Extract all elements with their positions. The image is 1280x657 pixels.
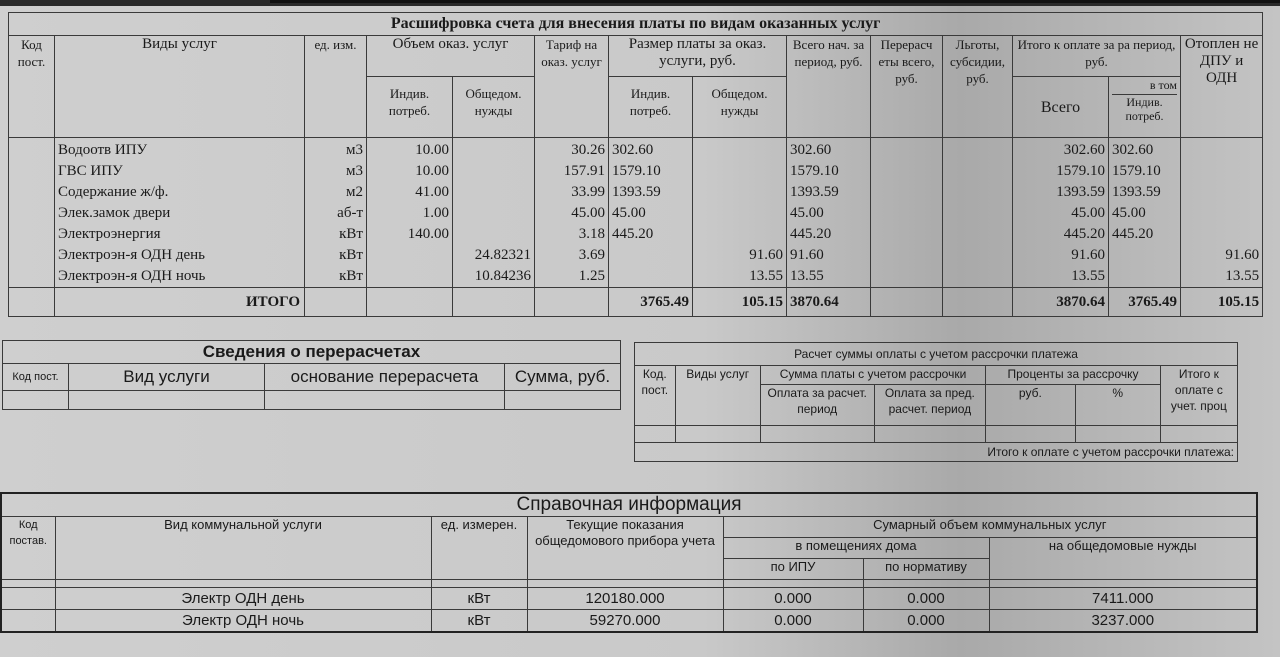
hdr-pay-ind: Индив. потреб. — [609, 77, 693, 138]
cell-service: Электроэнергия — [55, 224, 305, 245]
cell-benefits — [943, 245, 1013, 266]
ref-cell-current: 59270.000 — [527, 610, 723, 633]
cell-to-pay-ind: 1393.59 — [1109, 182, 1181, 203]
recalculation-table — [2, 340, 621, 410]
cell-total: 302.60 — [787, 138, 871, 162]
cell-to-pay: 1579.10 — [1013, 161, 1109, 182]
service-row — [9, 266, 1263, 288]
cell-to-pay-ind — [1109, 266, 1181, 288]
cell-recalc — [871, 266, 943, 288]
hdr-recalc: Перерасч еты всего, руб. — [871, 36, 943, 138]
recalc-cell — [265, 391, 505, 410]
ref-cell-service: Электр ОДН день — [55, 588, 431, 610]
inst-hdr-service: Виды услуг — [675, 366, 760, 426]
cell-recalc — [871, 245, 943, 266]
cell-benefits — [943, 224, 1013, 245]
cell-to-pay: 13.55 — [1013, 266, 1109, 288]
cell-tariff: 157.91 — [535, 161, 609, 182]
cell-code — [9, 266, 55, 288]
inst-cell — [635, 426, 676, 443]
cell-vol-ind — [367, 245, 453, 266]
cell-service: Водоотв ИПУ — [55, 138, 305, 162]
service-row — [9, 224, 1263, 245]
inst-hdr-pct: % — [1075, 385, 1160, 426]
ref-cell-ipu: 0.000 — [723, 610, 863, 633]
cell-to-pay-ind — [1109, 245, 1181, 266]
total-to-pay-ind: 3765.49 — [1109, 288, 1181, 317]
total-benefits — [943, 288, 1013, 317]
total-code — [9, 288, 55, 317]
ref-cell-norm: 0.000 — [863, 610, 989, 633]
cell-unit: м3 — [305, 161, 367, 182]
ref-hdr-current: Текущие показания общедомового прибора учета — [527, 517, 723, 580]
ref-spacer — [431, 580, 527, 588]
ref-hdr-ipu: по ИПУ — [723, 559, 863, 580]
service-row — [9, 245, 1263, 266]
cell-total: 45.00 — [787, 203, 871, 224]
recalc-cell — [69, 391, 265, 410]
cell-pay-ind — [609, 245, 693, 266]
cell-pay-ind: 45.00 — [609, 203, 693, 224]
cell-pay-ind: 302.60 — [609, 138, 693, 162]
cell-unit: м2 — [305, 182, 367, 203]
cell-pay-ind — [609, 266, 693, 288]
total-label: ИТОГО — [55, 288, 305, 317]
cell-service: Электроэн-я ОДН день — [55, 245, 305, 266]
cell-pay-ind: 1393.59 — [609, 182, 693, 203]
total-tariff — [535, 288, 609, 317]
hdr-total-accrued: Всего нач. за период, руб. — [787, 36, 871, 138]
cell-pay-common — [693, 182, 787, 203]
cell-total: 1393.59 — [787, 182, 871, 203]
inst-footer: Итого к оплате с учетом рассрочки платежа: — [635, 443, 1238, 462]
recalc-hdr-sum: Сумма, руб. — [505, 364, 621, 391]
cell-to-pay-ind: 445.20 — [1109, 224, 1181, 245]
cell-benefits — [943, 182, 1013, 203]
cell-heating — [1181, 138, 1263, 162]
cell-benefits — [943, 161, 1013, 182]
cell-to-pay-ind: 302.60 — [1109, 138, 1181, 162]
cell-code — [9, 182, 55, 203]
cell-pay-common — [693, 161, 787, 182]
cell-total: 13.55 — [787, 266, 871, 288]
ref-cell-norm: 0.000 — [863, 588, 989, 610]
cell-code — [9, 161, 55, 182]
cell-total: 445.20 — [787, 224, 871, 245]
ref-cell-ipu: 0.000 — [723, 588, 863, 610]
inst-hdr-total: Итого к оплате с учет. проц — [1160, 366, 1237, 426]
total-accrued: 3870.64 — [787, 288, 871, 317]
cell-service: Электроэн-я ОДН ночь — [55, 266, 305, 288]
cell-heating — [1181, 182, 1263, 203]
total-to-pay: 3870.64 — [1013, 288, 1109, 317]
total-unit — [305, 288, 367, 317]
cell-service: Содержание ж/ф. — [55, 182, 305, 203]
ref-row — [1, 588, 1257, 610]
inst-cell — [675, 426, 760, 443]
cell-to-pay: 1393.59 — [1013, 182, 1109, 203]
recalc-cell — [3, 391, 69, 410]
hdr-to-pay-total: Всего — [1013, 77, 1109, 138]
cell-heating — [1181, 203, 1263, 224]
cell-unit: кВт — [305, 224, 367, 245]
hdr-unit: ед. изм. — [305, 36, 367, 138]
recalc-hdr-code: Код пост. — [3, 364, 69, 391]
ref-cell-code — [1, 610, 55, 633]
cell-tariff: 3.69 — [535, 245, 609, 266]
inst-cell — [1075, 426, 1160, 443]
total-pay-ind: 3765.49 — [609, 288, 693, 317]
inst-hdr-sum: Сумма платы с учетом рассрочки — [760, 366, 985, 385]
ref-hdr-norm: по нормативу — [863, 559, 989, 580]
hdr-code: Код пост. — [9, 36, 55, 138]
main-rows — [9, 138, 1263, 288]
inst-hdr-period: Оплата за расчет. период — [760, 385, 874, 426]
cell-pay-common — [693, 138, 787, 162]
inst-cell — [1160, 426, 1237, 443]
cell-heating — [1181, 224, 1263, 245]
ref-hdr-volume: Сумарный объем коммунальных услуг — [723, 517, 1257, 538]
ref-spacer — [1, 580, 55, 588]
ref-cell-service: Электр ОДН ночь — [55, 610, 431, 633]
cell-pay-ind: 445.20 — [609, 224, 693, 245]
cell-heating: 13.55 — [1181, 266, 1263, 288]
installment-table — [634, 342, 1238, 462]
inst-cell — [760, 426, 874, 443]
cell-code — [9, 224, 55, 245]
ref-spacer — [723, 580, 863, 588]
ref-hdr-common: на общедомовые нужды — [989, 538, 1257, 580]
inst-hdr-prev: Оплата за пред. расчет. период — [874, 385, 986, 426]
total-vol-common — [453, 288, 535, 317]
cell-vol-ind: 1.00 — [367, 203, 453, 224]
cell-vol-ind — [367, 266, 453, 288]
hdr-pay-common: Общедом. нужды — [693, 77, 787, 138]
top-edge-line — [270, 0, 1280, 3]
cell-service: Элек.замок двери — [55, 203, 305, 224]
ref-hdr-premises: в помещениях дома — [723, 538, 989, 559]
cell-recalc — [871, 224, 943, 245]
ref-title: Справочная информация — [1, 493, 1257, 517]
ref-hdr-unit: ед. измерен. — [431, 517, 527, 580]
total-row — [9, 288, 1263, 317]
cell-unit: кВт — [305, 245, 367, 266]
ref-rows — [1, 588, 1257, 633]
inst-cell — [874, 426, 986, 443]
cell-code — [9, 203, 55, 224]
service-row — [9, 138, 1263, 162]
total-vol-ind — [367, 288, 453, 317]
hdr-to-pay-ind-group — [1109, 77, 1181, 138]
recalc-cell — [505, 391, 621, 410]
ref-row — [1, 610, 1257, 633]
service-row — [9, 203, 1263, 224]
ref-cell-unit: кВт — [431, 610, 527, 633]
hdr-volume-common: Общедом. нужды — [453, 77, 535, 138]
cell-to-pay: 91.60 — [1013, 245, 1109, 266]
cell-vol-ind: 140.00 — [367, 224, 453, 245]
cell-code — [9, 245, 55, 266]
cell-vol-ind: 41.00 — [367, 182, 453, 203]
cell-tariff: 1.25 — [535, 266, 609, 288]
recalc-hdr-service: Вид услуги — [69, 364, 265, 391]
main-title: Расшифровка счета для внесения платы по видам оказанных услуг — [9, 13, 1263, 36]
cell-vol-common — [453, 138, 535, 162]
cell-unit: кВт — [305, 266, 367, 288]
cell-vol-common — [453, 182, 535, 203]
inst-hdr-rub: руб. — [986, 385, 1075, 426]
ref-cell-current: 120180.000 — [527, 588, 723, 610]
hdr-service: Виды услуг — [55, 36, 305, 138]
reference-info-table — [0, 492, 1258, 633]
ref-cell-common: 7411.000 — [989, 588, 1257, 610]
ref-spacer — [527, 580, 723, 588]
cell-vol-common — [453, 161, 535, 182]
cell-pay-common: 13.55 — [693, 266, 787, 288]
cell-vol-common: 24.82321 — [453, 245, 535, 266]
cell-vol-common: 10.84236 — [453, 266, 535, 288]
ref-cell-common: 3237.000 — [989, 610, 1257, 633]
recalc-hdr-reason: основание перерасчета — [265, 364, 505, 391]
total-recalc — [871, 288, 943, 317]
cell-vol-ind: 10.00 — [367, 161, 453, 182]
cell-to-pay-ind: 45.00 — [1109, 203, 1181, 224]
cell-benefits — [943, 203, 1013, 224]
inst-hdr-code: Код. пост. — [635, 366, 676, 426]
cell-to-pay: 302.60 — [1013, 138, 1109, 162]
ref-cell-unit: кВт — [431, 588, 527, 610]
cell-benefits — [943, 138, 1013, 162]
inst-cell — [986, 426, 1075, 443]
cell-recalc — [871, 161, 943, 182]
total-pay-common: 105.15 — [693, 288, 787, 317]
ref-spacer — [863, 580, 989, 588]
cell-total: 1579.10 — [787, 161, 871, 182]
hdr-volume: Объем оказ. услуг — [367, 36, 535, 77]
hdr-to-pay: Итого к оплате за ра период, руб. — [1013, 36, 1181, 77]
cell-heating: 91.60 — [1181, 245, 1263, 266]
cell-vol-ind: 10.00 — [367, 138, 453, 162]
cell-to-pay: 45.00 — [1013, 203, 1109, 224]
cell-pay-common: 91.60 — [693, 245, 787, 266]
cell-pay-common — [693, 203, 787, 224]
cell-total: 91.60 — [787, 245, 871, 266]
cell-code — [9, 138, 55, 162]
cell-heating — [1181, 161, 1263, 182]
hdr-heating: Отоплен не ДПУ и ОДН — [1181, 36, 1263, 138]
inst-hdr-percent: Проценты за рассрочку — [986, 366, 1161, 385]
recalc-title: Сведения о перерасчетах — [3, 341, 621, 364]
cell-vol-common — [453, 224, 535, 245]
cell-unit: м3 — [305, 138, 367, 162]
cell-tariff: 3.18 — [535, 224, 609, 245]
hdr-tariff: Тариф на оказ. услуг — [535, 36, 609, 138]
ref-spacer — [55, 580, 431, 588]
service-row — [9, 161, 1263, 182]
hdr-to-pay-ind: Индив. потреб. — [1125, 95, 1164, 123]
cell-tariff: 45.00 — [535, 203, 609, 224]
cell-benefits — [943, 266, 1013, 288]
inst-title: Расчет суммы оплаты с учетом рассрочки платежа — [635, 343, 1238, 366]
service-row — [9, 182, 1263, 203]
ref-hdr-code: Код постав. — [1, 517, 55, 580]
ref-hdr-service: Вид коммунальной услуги — [55, 517, 431, 580]
total-heating: 105.15 — [1181, 288, 1263, 317]
cell-tariff: 30.26 — [535, 138, 609, 162]
ref-spacer — [989, 580, 1257, 588]
cell-vol-common — [453, 203, 535, 224]
hdr-payment: Размер платы за оказ. услуги, руб. — [609, 36, 787, 77]
hdr-in-that: в том — [1112, 77, 1177, 95]
cell-unit: аб-т — [305, 203, 367, 224]
cell-recalc — [871, 182, 943, 203]
cell-recalc — [871, 203, 943, 224]
hdr-volume-ind: Индив. потреб. — [367, 77, 453, 138]
cell-to-pay: 445.20 — [1013, 224, 1109, 245]
cell-recalc — [871, 138, 943, 162]
cell-pay-ind: 1579.10 — [609, 161, 693, 182]
cell-service: ГВС ИПУ — [55, 161, 305, 182]
cell-to-pay-ind: 1579.10 — [1109, 161, 1181, 182]
services-breakdown-table — [8, 12, 1263, 317]
cell-pay-common — [693, 224, 787, 245]
ref-cell-code — [1, 588, 55, 610]
cell-tariff: 33.99 — [535, 182, 609, 203]
hdr-benefits: Льготы, субсидии, руб. — [943, 36, 1013, 138]
